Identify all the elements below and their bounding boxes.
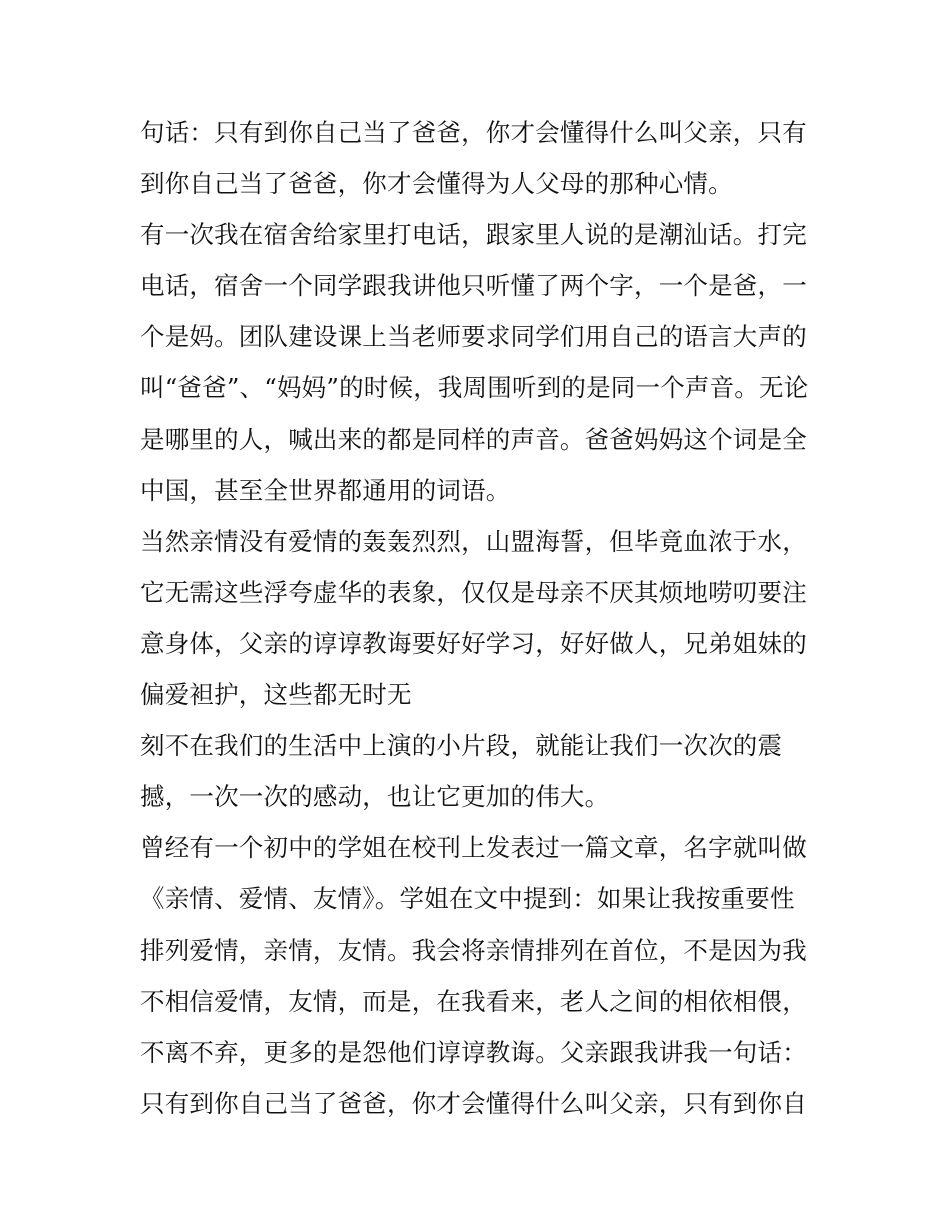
text-line: 是哪里的人，喊出来的都是同样的声音。爸爸妈妈这个词是全: [140, 424, 807, 454]
text-line: 不离不弃，更多的是怨他们谆谆教诲。父亲跟我讲我一句话：: [140, 1037, 807, 1067]
text-line: 只有到你自己当了爸爸，你才会懂得什么叫父亲，只有到你自: [140, 1088, 807, 1118]
text-line: 排列爱情，亲情，友情。我会将亲情排列在首位，不是因为我: [140, 935, 807, 965]
text-line: 中国，甚至全世界都通用的词语。: [140, 475, 511, 505]
text-line: 有一次我在宿舍给家里打电话，跟家里人说的是潮汕话。打完: [140, 220, 807, 250]
text-line: 它无需这些浮夸虚华的表象，仅仅是母亲不厌其烦地唠叨要注: [140, 577, 807, 607]
text-line: 个是妈。团队建设课上当老师要求同学们用自己的语言大声的: [140, 322, 807, 352]
text-line: 当然亲情没有爱情的轰轰烈烈，山盟海誓，但毕竟血浓于水，: [140, 526, 807, 556]
text-line: 不相信爱情，友情，而是，在我看来，老人之间的相依相偎，: [140, 986, 807, 1016]
text-line: 叫“爸爸”、“妈妈”的时候，我周围听到的是同一个声音。无论: [140, 373, 809, 403]
text-line: 撼，一次一次的感动，也让它更加的伟大。: [140, 782, 610, 812]
text-line: 电话，宿舍一个同学跟我讲他只听懂了两个字，一个是爸，一: [140, 271, 807, 301]
text-line: 《亲情、爱情、友情》。学姐在文中提到：如果让我按重要性: [140, 884, 795, 914]
text-line: 句话：只有到你自己当了爸爸，你才会懂得什么叫父亲，只有: [140, 118, 807, 147]
body-text: [140, 107, 820, 1129]
text-line: 到你自己当了爸爸，你才会懂得为人父母的那种心情。: [140, 169, 733, 199]
text-line: 意身体，父亲的谆谆教诲要好好学习，好好做人，兄弟姐妹的: [140, 628, 807, 658]
text-line: 刻不在我们的生活中上演的小片段，就能让我们一次次的震: [140, 731, 783, 761]
text-line: 曾经有一个初中的学姐在校刊上发表过一篇文章，名字就叫做: [140, 833, 807, 863]
text-line: 偏爱袒护，这些都无时无: [140, 680, 412, 710]
